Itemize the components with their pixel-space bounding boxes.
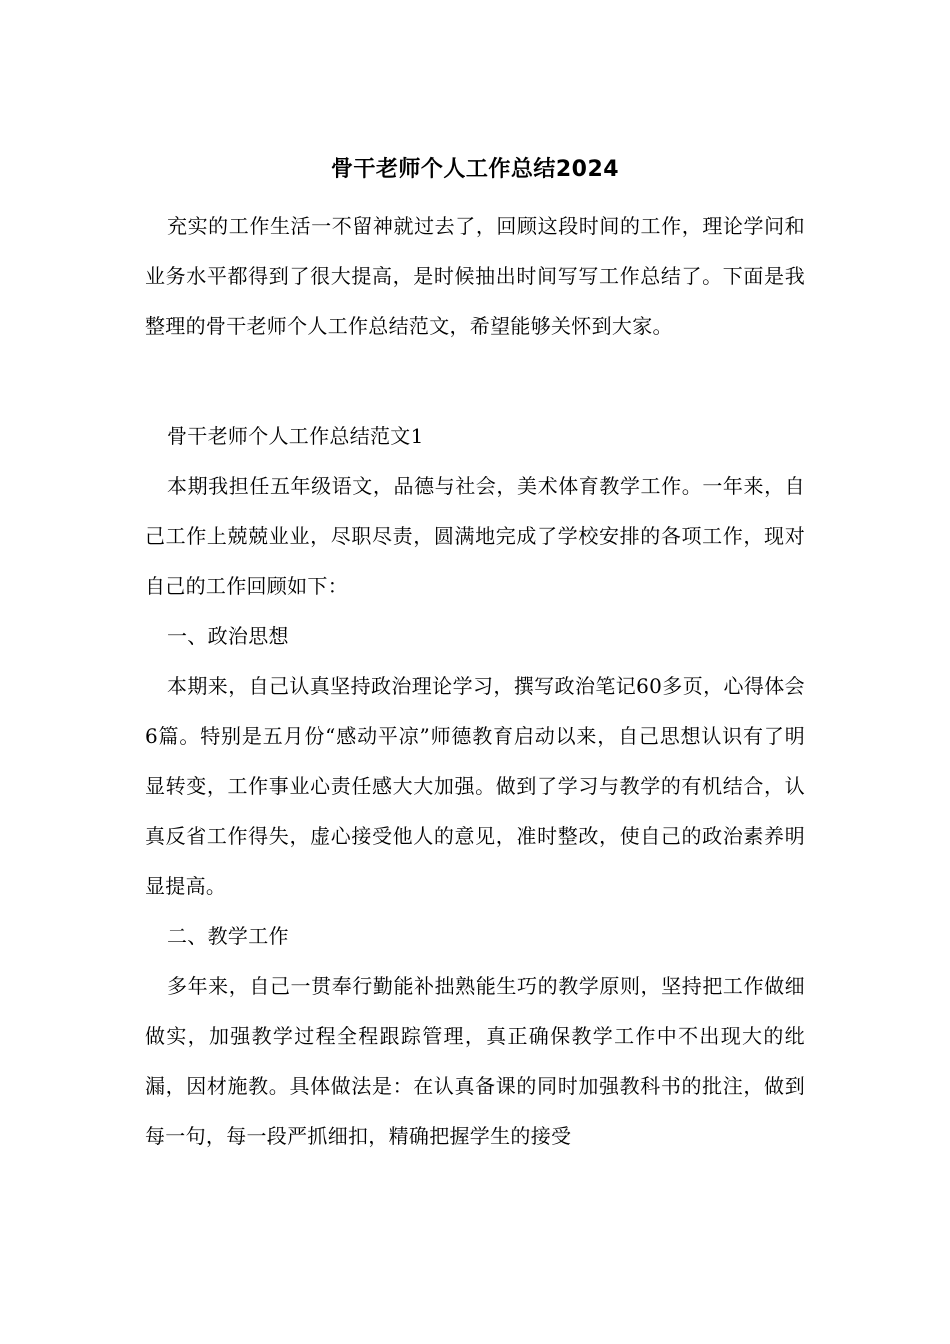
- intro-paragraph: 充实的工作生活一不留神就过去了，回顾这段时间的工作，理论学问和业务水平都得到了很大提高，是时候抽出时间写写工作总结了。下面是我整理的骨干老师个人工作总结范文，希望能够关怀到大家。: [145, 214, 805, 338]
- subheading-politics: 一、政治思想: [167, 624, 289, 648]
- section-heading: 骨干老师个人工作总结范文1: [167, 424, 424, 448]
- body-paragraph-3: 多年来，自己一贯奉行勤能补拙熟能生巧的教学原则，坚持把工作做细做实，加强教学过程全程跟踪管理，真正确保教学工作中不出现大的纰漏，因材施教。具体做法是：在认真备课的同时加强教科书的批注，做到每一句，每一段严抓细扣，精确把握学生的接受: [145, 974, 805, 1148]
- body-paragraph-1: 本期我担任五年级语文，品德与社会，美术体育教学工作。一年来，自己工作上兢兢业业，尽职尽责，圆满地完成了学校安排的各项工作，现对自己的工作回顾如下：: [145, 474, 805, 598]
- body-paragraph-2: 本期来，自己认真坚持政治理论学习，撰写政治笔记60多页，心得体会6篇。特别是五月份“感动平凉”师德教育启动以来，自己思想认识有了明显转变，工作事业心责任感大大加强。做到了学习与教学的有机结合，认真反省工作得失，虚心接受他人的意见，准时整改，使自己的政治素养明显提高。: [145, 674, 805, 898]
- subheading-teaching: 二、教学工作: [167, 924, 289, 948]
- document-body: [145, 201, 805, 1161]
- paragraph-gap: [145, 351, 805, 411]
- document-title: 骨干老师个人工作总结2024: [330, 157, 620, 182]
